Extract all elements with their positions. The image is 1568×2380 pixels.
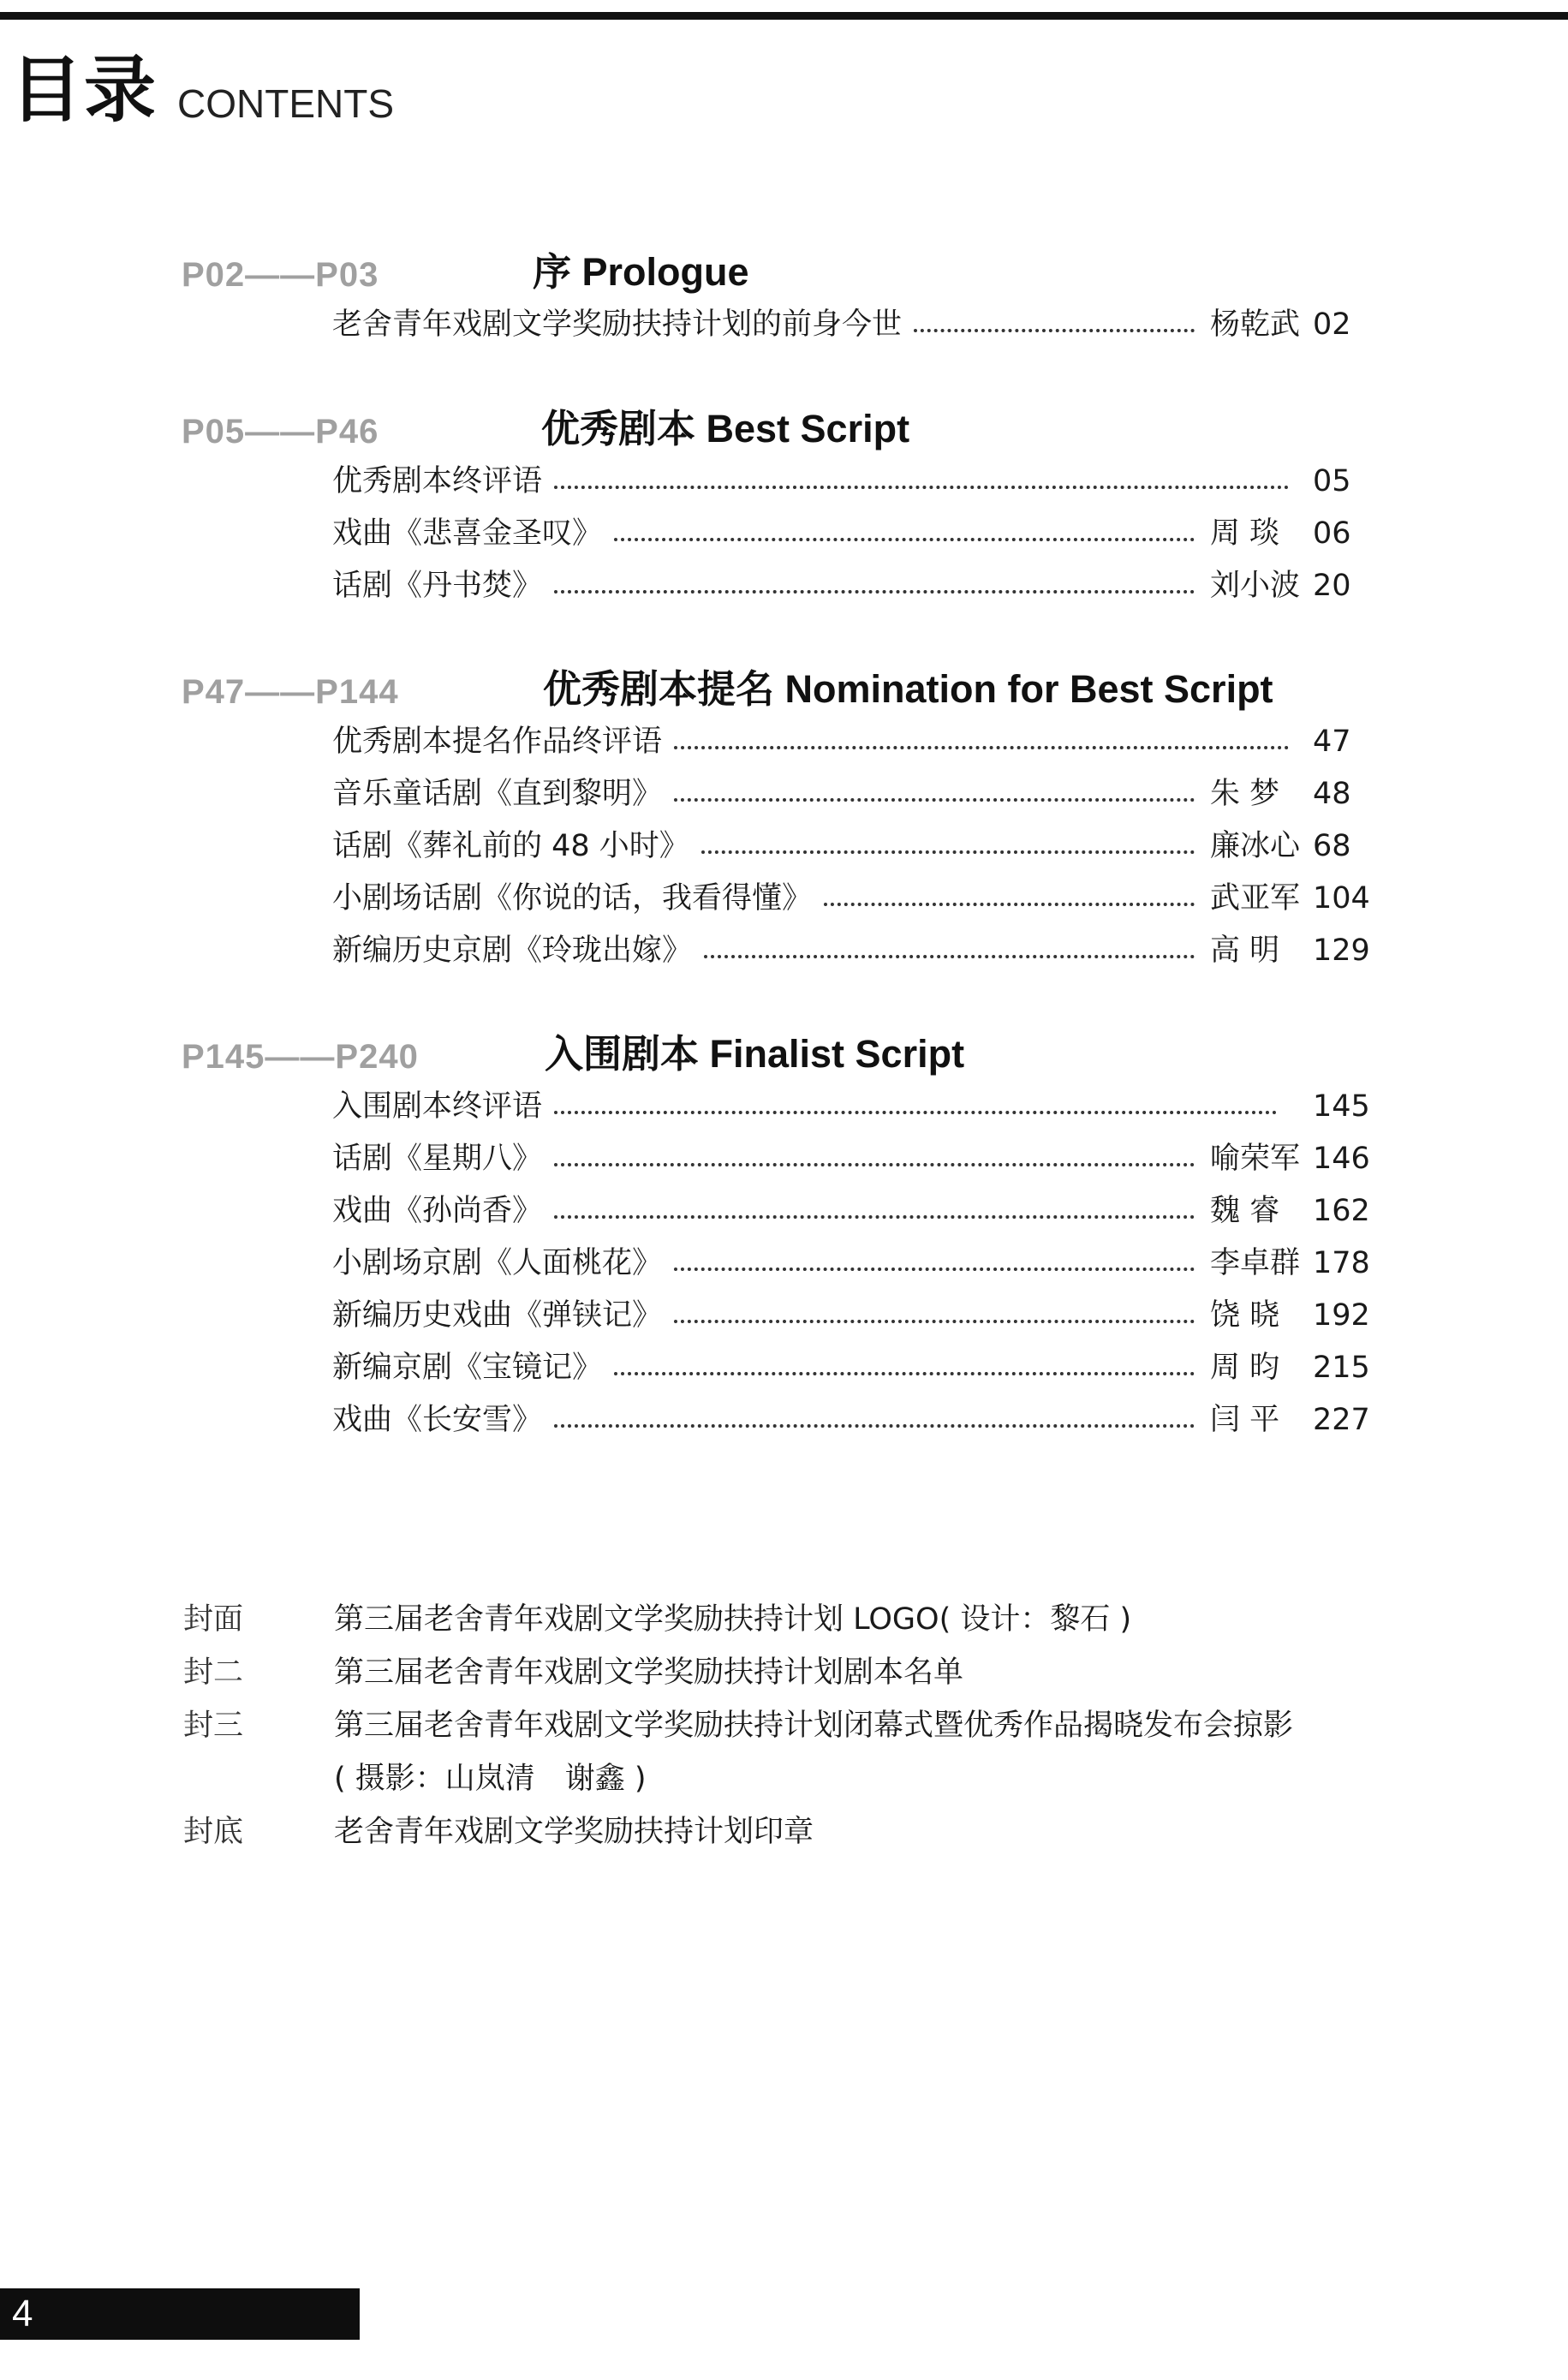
- dot-leader: [674, 746, 1289, 749]
- entry-author: 闫 平: [1210, 1403, 1280, 1437]
- toc-entry[interactable]: [332, 1133, 1370, 1185]
- entry-author: 魏 睿: [1210, 1194, 1280, 1228]
- toc-section-best-script: [0, 401, 1568, 612]
- cover-note-label: 封底: [183, 1815, 244, 1849]
- entry-title: 老舍青年戏剧文学奖励扶持计划的前身今世: [332, 307, 903, 342]
- entry-author: 刘小波: [1210, 569, 1301, 603]
- entry-page: 162: [1313, 1194, 1370, 1228]
- page-number: 4: [12, 2293, 33, 2335]
- entry-title: 优秀剧本提名作品终评语: [332, 725, 663, 759]
- cover-note: [183, 1752, 1468, 1805]
- toc-entry[interactable]: [332, 820, 1351, 873]
- cover-note: [183, 1805, 1468, 1858]
- cover-note-text: 第三届老舍青年戏剧文学奖励扶持计划剧本名单: [334, 1655, 964, 1690]
- entry-title: 戏曲《长安雪》: [332, 1403, 543, 1437]
- toc-section-prologue: [0, 244, 1568, 351]
- entry-author: 周 琰: [1210, 516, 1280, 551]
- entry-title: 戏曲《悲喜金圣叹》: [332, 516, 603, 551]
- section-page-range: P47——P144: [182, 673, 399, 711]
- entry-page: 02: [1313, 307, 1351, 342]
- dot-leader: [701, 850, 1195, 854]
- entry-page: 227: [1313, 1403, 1370, 1437]
- toc-entry[interactable]: [332, 1185, 1370, 1238]
- entry-author: 杨乾武: [1210, 307, 1301, 342]
- entry-title: 新编京剧《宝镜记》: [332, 1351, 603, 1385]
- entry-author: 朱 梦: [1210, 777, 1280, 811]
- entry-title: 小剧场话剧《你说的话，我看得懂》: [332, 881, 813, 916]
- entry-author: 武亚军: [1210, 881, 1301, 916]
- entry-page: 20: [1313, 569, 1351, 603]
- section-page-range: P145——P240: [182, 1038, 419, 1076]
- toc-entry[interactable]: [332, 925, 1370, 977]
- dot-leader: [554, 1424, 1195, 1428]
- cover-note-text: ( 摄影：山岚清 谢鑫 ): [334, 1762, 647, 1796]
- section-title: 入围剧本 Finalist Script: [545, 1032, 965, 1076]
- page-title-cn: 目录: [10, 47, 158, 132]
- section-page-range: P05——P46: [182, 413, 379, 450]
- toc-entry[interactable]: [332, 1394, 1370, 1446]
- cover-note-text: 第三届老舍青年戏剧文学奖励扶持计划 LOGO( 设计：黎石 ): [334, 1602, 1132, 1637]
- dot-leader: [614, 538, 1195, 541]
- dot-leader: [554, 486, 1289, 489]
- dot-leader: [554, 1215, 1195, 1219]
- toc-entry[interactable]: [332, 1290, 1370, 1342]
- entry-author: 喻荣军: [1210, 1142, 1301, 1176]
- dot-leader: [554, 590, 1195, 594]
- dot-leader: [674, 1320, 1195, 1323]
- entry-page: 178: [1313, 1246, 1370, 1280]
- entry-page: 146: [1313, 1142, 1370, 1176]
- cover-note-label: 封面: [183, 1602, 244, 1637]
- entry-page: 129: [1313, 934, 1370, 968]
- entry-page: 104: [1313, 881, 1370, 916]
- entry-page: 48: [1313, 777, 1351, 811]
- entry-title: 新编历史戏曲《弹铗记》: [332, 1298, 663, 1333]
- page-number-badge: [0, 2288, 360, 2340]
- entry-title: 小剧场京剧《人面桃花》: [332, 1246, 663, 1280]
- entry-title: 入围剧本终评语: [332, 1089, 543, 1124]
- entry-title: 话剧《丹书焚》: [332, 569, 543, 603]
- dot-leader: [554, 1163, 1195, 1166]
- entry-page: 68: [1313, 829, 1351, 863]
- entry-title: 音乐童话剧《直到黎明》: [332, 777, 663, 811]
- cover-note: [183, 1646, 1468, 1699]
- toc-entry[interactable]: [332, 508, 1351, 560]
- toc-entry[interactable]: [332, 1342, 1370, 1394]
- section-title: 优秀剧本 Best Script: [541, 407, 910, 450]
- entry-title: 优秀剧本终评语: [332, 464, 543, 498]
- dot-leader: [614, 1372, 1195, 1375]
- entry-page: 05: [1313, 464, 1351, 498]
- dot-leader: [914, 329, 1195, 332]
- cover-notes: [183, 1593, 1468, 1858]
- toc-entry[interactable]: [332, 716, 1351, 768]
- toc-entry[interactable]: [332, 1081, 1370, 1133]
- entry-title: 话剧《星期八》: [332, 1142, 543, 1176]
- entry-author: 周 昀: [1210, 1351, 1280, 1385]
- entry-author: 李卓群: [1210, 1246, 1301, 1280]
- cover-note-text: 老舍青年戏剧文学奖励扶持计划印章: [334, 1815, 814, 1849]
- cover-note-text: 第三届老舍青年戏剧文学奖励扶持计划闭幕式暨优秀作品揭晓发布会掠影: [334, 1709, 1294, 1743]
- toc-entry[interactable]: [332, 299, 1351, 351]
- section-page-range: P02——P03: [182, 256, 379, 294]
- entry-title: 新编历史京剧《玲珑出嫁》: [332, 934, 693, 968]
- entry-page: 47: [1313, 725, 1351, 759]
- dot-leader: [674, 798, 1195, 802]
- entry-title: 话剧《葬礼前的 48 小时》: [332, 829, 689, 863]
- dot-leader: [554, 1111, 1277, 1114]
- top-rule: [0, 12, 1568, 20]
- entry-page: 192: [1313, 1298, 1370, 1333]
- cover-note: [183, 1593, 1468, 1646]
- toc-section-nomination: [0, 661, 1568, 977]
- entry-author: 高 明: [1210, 934, 1280, 968]
- toc-entry[interactable]: [332, 456, 1351, 508]
- section-title: 优秀剧本提名 Nomination for Best Script: [543, 667, 1273, 711]
- toc-entry[interactable]: [332, 873, 1370, 925]
- toc-entry[interactable]: [332, 560, 1351, 612]
- entry-title: 戏曲《孙尚香》: [332, 1194, 543, 1228]
- cover-note-label: 封二: [183, 1655, 244, 1690]
- section-title: 序 Prologue: [533, 250, 749, 294]
- entry-author: 饶 晓: [1210, 1298, 1280, 1333]
- entry-page: 215: [1313, 1351, 1370, 1385]
- entry-page: 06: [1313, 516, 1351, 551]
- toc-section-finalist: [0, 1026, 1568, 1446]
- toc-entry[interactable]: [332, 1238, 1370, 1290]
- page-title-en: CONTENTS: [177, 81, 394, 126]
- dot-leader: [824, 903, 1195, 906]
- entry-author: 廉冰心: [1210, 829, 1301, 863]
- cover-note-label: 封三: [183, 1709, 244, 1743]
- dot-leader: [674, 1268, 1195, 1271]
- toc-entry[interactable]: [332, 768, 1351, 820]
- dot-leader: [704, 955, 1195, 958]
- entry-page: 145: [1313, 1089, 1370, 1124]
- cover-note: [183, 1699, 1468, 1752]
